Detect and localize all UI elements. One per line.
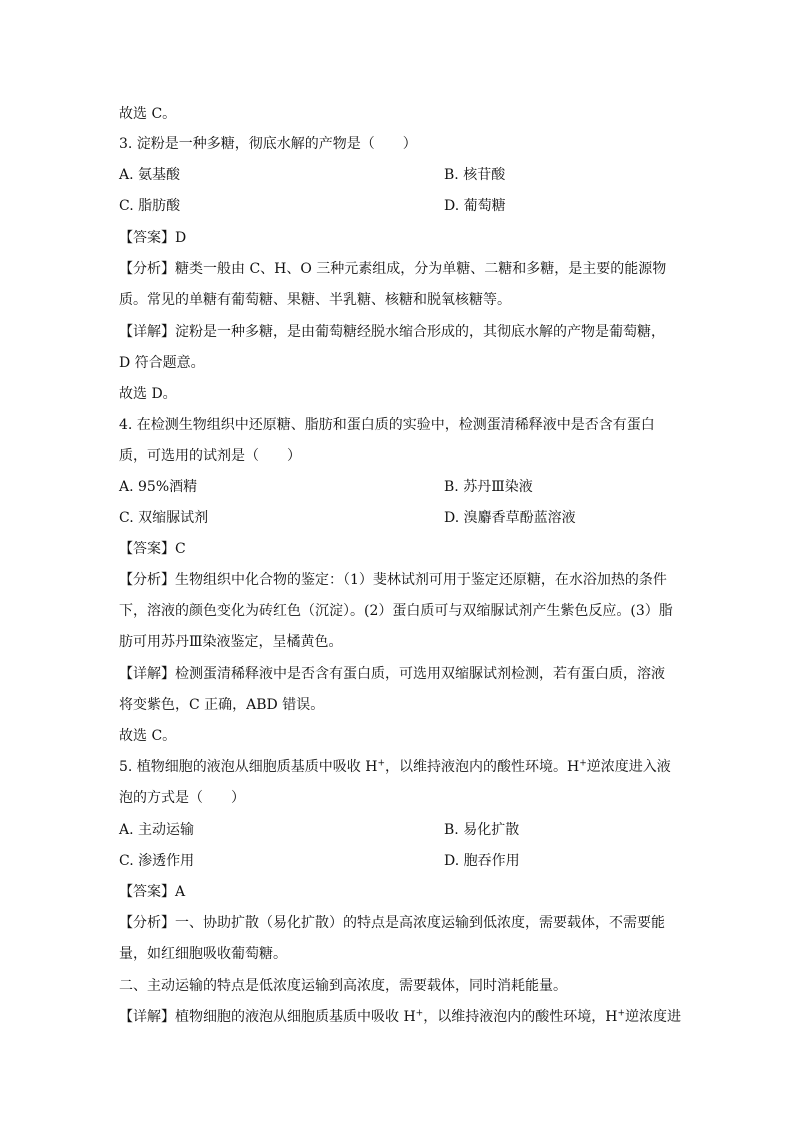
q4-analysis-line-2: 下，溶液的颜色变化为砖红色（沉淀）。(2）蛋白质可与双缩脲试剂产生紫色反应。(3）脂 <box>119 603 673 619</box>
q4-option-a: A. 95%酒精 <box>119 479 198 495</box>
q5-detail-sup-2: + <box>617 1008 625 1019</box>
q3-choose: 故选 D。 <box>119 386 177 402</box>
q5-option-b: B. 易化扩散 <box>444 822 520 838</box>
q5-option-a: A. 主动运输 <box>119 822 195 838</box>
q3-detail-line-2: D 符合题意。 <box>119 355 205 371</box>
q5-stem-sup-1: + <box>377 758 386 769</box>
q5-answer: 【答案】A <box>119 884 186 900</box>
q3-option-a: A. 氨基酸 <box>119 167 181 183</box>
q5-detail-line-1 <box>119 1007 681 1027</box>
q3-option-c: C. 脂肪酸 <box>119 198 181 214</box>
q4-choose: 故选 C。 <box>119 728 177 744</box>
q5-analysis-line-2: 量，如红细胞吸收葡萄糖。 <box>119 946 287 962</box>
q5-analysis-line-3: 二、主动运输的特点是低浓度运输到高浓度，需要载体，同时消耗能量。 <box>119 978 567 994</box>
q3-detail-line-1: 【详解】淀粉是一种多糖，是由葡萄糖经脱水缩合形成的，其彻底水解的产物是葡萄糖， <box>119 324 665 340</box>
q4-analysis-line-1: 【分析】生物组织中化合物的鉴定：（1）斐林试剂可用于鉴定还原糖，在水浴加热的条件 <box>119 572 667 588</box>
q5-option-c: C. 渗透作用 <box>119 853 195 869</box>
q5-detail-part-1: 【详解】植物细胞的液泡从细胞质基质中吸收 H <box>119 1009 416 1025</box>
q4-option-c: C. 双缩脲试剂 <box>119 510 209 526</box>
q3-option-d: D. 葡萄糖 <box>444 198 506 214</box>
q4-stem-line-1: 4. 在检测生物组织中还原糖、脂肪和蛋白质的实验中，检测蛋清稀释液中是否含有蛋白 <box>119 417 655 433</box>
q4-option-d: D. 溴麝香草酚蓝溶液 <box>444 510 576 526</box>
q5-stem-part-2: ，以维持液泡内的酸性环境。H <box>385 759 580 775</box>
q5-stem-line-1 <box>119 757 671 777</box>
q5-detail-part-3: 逆浓度进 <box>624 1009 681 1025</box>
q5-detail-part-2: ，以维持液泡内的酸性环境，H <box>423 1009 618 1025</box>
q5-option-d: D. 胞吞作用 <box>444 853 520 869</box>
q2-choose: 故选 C。 <box>119 106 177 122</box>
q5-stem-line-2: 泡的方式是（ ） <box>119 790 245 806</box>
q3-option-b: B. 核苷酸 <box>444 167 506 183</box>
q4-analysis-line-3: 肪可用苏丹Ⅲ染液鉴定，呈橘黄色。 <box>119 634 343 650</box>
q5-stem-part-1: 5. 植物细胞的液泡从细胞质基质中吸收 H <box>119 759 378 775</box>
q3-answer: 【答案】D <box>119 230 187 246</box>
q5-analysis-line-1: 【分析】一、协助扩散（易化扩散）的特点是高浓度运输到低浓度，需要载体，不需要能 <box>119 915 665 931</box>
q4-option-b: B. 苏丹Ⅲ染液 <box>444 479 533 495</box>
q4-detail-line-1: 【详解】检测蛋清稀释液中是否含有蛋白质，可选用双缩脲试剂检测，若有蛋白质，溶液 <box>119 666 665 682</box>
q4-answer: 【答案】C <box>119 541 186 557</box>
q3-stem: 3. 淀粉是一种多糖，彻底水解的产物是（ ） <box>119 136 417 152</box>
q5-detail-sup-1: + <box>415 1008 424 1019</box>
q3-analysis-line-2: 质。常见的单糖有葡萄糖、果糖、半乳糖、核糖和脱氧核糖等。 <box>119 292 511 308</box>
q4-stem-line-2: 质，可选用的试剂是（ ） <box>119 448 301 464</box>
q5-stem-part-3: 逆浓度进入液 <box>586 759 671 775</box>
q5-stem-sup-2: + <box>579 758 587 769</box>
q3-analysis-line-1: 【分析】糖类一般由 C、H、O 三种元素组成，分为单糖、二糖和多糖，是主要的能源物 <box>119 261 667 277</box>
q4-detail-line-2: 将变紫色，C 正确，ABD 错误。 <box>119 697 325 713</box>
